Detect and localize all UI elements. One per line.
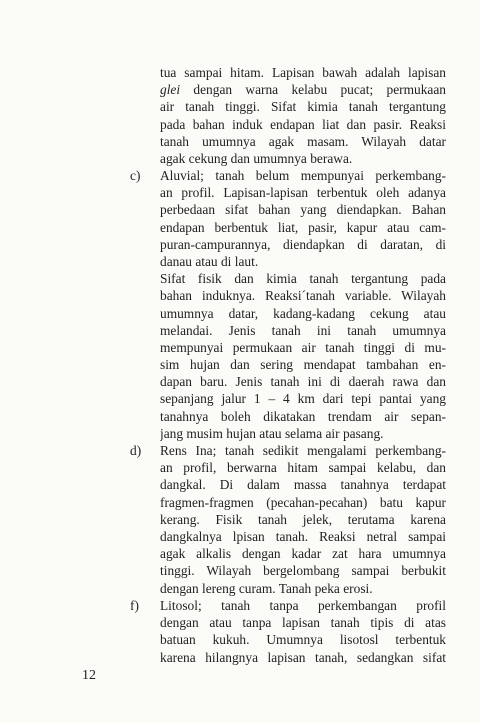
text-line: sim hujan dan sering mendapat tambahan en- (160, 357, 446, 373)
text-line: tinggi. Wilayah bergelombang sampai berbukit (160, 563, 446, 579)
text-line: dangkal. Di dalam massa tanahnya terdapat (160, 477, 446, 493)
text-line: danau atau di laut. (160, 253, 259, 269)
text-line: karena hilangnya lapisan tanah, sedangkan sifat (160, 649, 446, 665)
text-line: air tanah tinggi. Sifat kimia tanah tergantung (160, 99, 446, 115)
list-item-litosol (160, 597, 446, 666)
text-line-rest: dengan warna kelabu pucat; permukaan (180, 82, 446, 98)
text-line: agak cekung dan umumnya berawa. (160, 150, 353, 166)
text-line: dengan atau tanpa lapisan tanah tipis di atas (160, 615, 446, 631)
text-line: Sifat fisik dan kimia tanah tergantung pada (160, 271, 446, 287)
text-line: dapan baru. Jenis tanah ini di daerah rawa dan (160, 374, 446, 390)
list-item-rensina (160, 442, 446, 597)
text-line: puran-campurannya, diendapkan di daratan, di (160, 236, 446, 252)
text-line: kerang. Fisik tanah jelek, terutama karena (160, 511, 446, 527)
list-marker-f: f) (130, 598, 139, 613)
text-line: jang musim hujan atau selama air pasang. (160, 425, 384, 441)
text-line: fragmen-fragmen (pecahan-pecahan) batu kapur (160, 494, 446, 510)
text-line: sepanjang jalur 1 – 4 km dari tepi pantai yang (160, 391, 446, 407)
italic-term: glei (160, 82, 181, 98)
text-line: an profil, berwarna hitam sampai kelabu, dan (160, 460, 446, 476)
text-line: melandai. Jenis tanah ini tanah umumnya (160, 322, 446, 338)
text-line: agak alkalis dengan kadar zat hara umumnya (160, 546, 446, 562)
text-line: dangkalnya lpisan tanah. Reaksi netral sampai (160, 528, 446, 544)
text-line: Aluvial; tanah belum mempunyai perkembang- (160, 168, 446, 183)
list-marker-c: c) (130, 168, 141, 183)
text-line: mempunyai permukaan air tanah tinggi di mu- (160, 339, 446, 355)
list-item-aluvial (160, 167, 446, 442)
text-line: batuan kukuh. Umumnya lisotosl terbentuk (160, 632, 446, 648)
text-line: bahan induknya. Reaksi´tanah variable. Wilayah (160, 288, 446, 304)
intro-paragraph (160, 64, 446, 167)
text-line: tua sampai hitam. Lapisan bawah adalah lapisan (160, 65, 446, 80)
text-line: umumnya datar, kadang-kadang cekung atau (160, 305, 446, 321)
page-number: 12 (82, 668, 96, 683)
text-line: tanahnya boleh dikatakan trendam air sepan- (160, 408, 446, 424)
text-line: an profil. Lapisan-lapisan terbentuk oleh adanya (160, 185, 446, 201)
text-line: perbedaan sifat bahan yang diendapkan. Bahan (160, 202, 446, 218)
list-marker-d: d) (130, 443, 142, 458)
text-line: pada bahan induk endapan liat dan pasir. Reaksi (160, 116, 446, 132)
text-line: Rens Ina; tanah sedikit mengalami perkembang- (160, 443, 446, 458)
text-line: dengan lereng curam. Tanah peka erosi. (160, 580, 373, 596)
text-line (160, 81, 446, 98)
text-line: Litosol; tanah tanpa perkembangan profil (160, 598, 446, 613)
text-line: endapan berbentuk liat, pasir, kapur atau cam- (160, 219, 446, 235)
text-line: tanah umumnya agak masam. Wilayah datar (160, 133, 446, 149)
